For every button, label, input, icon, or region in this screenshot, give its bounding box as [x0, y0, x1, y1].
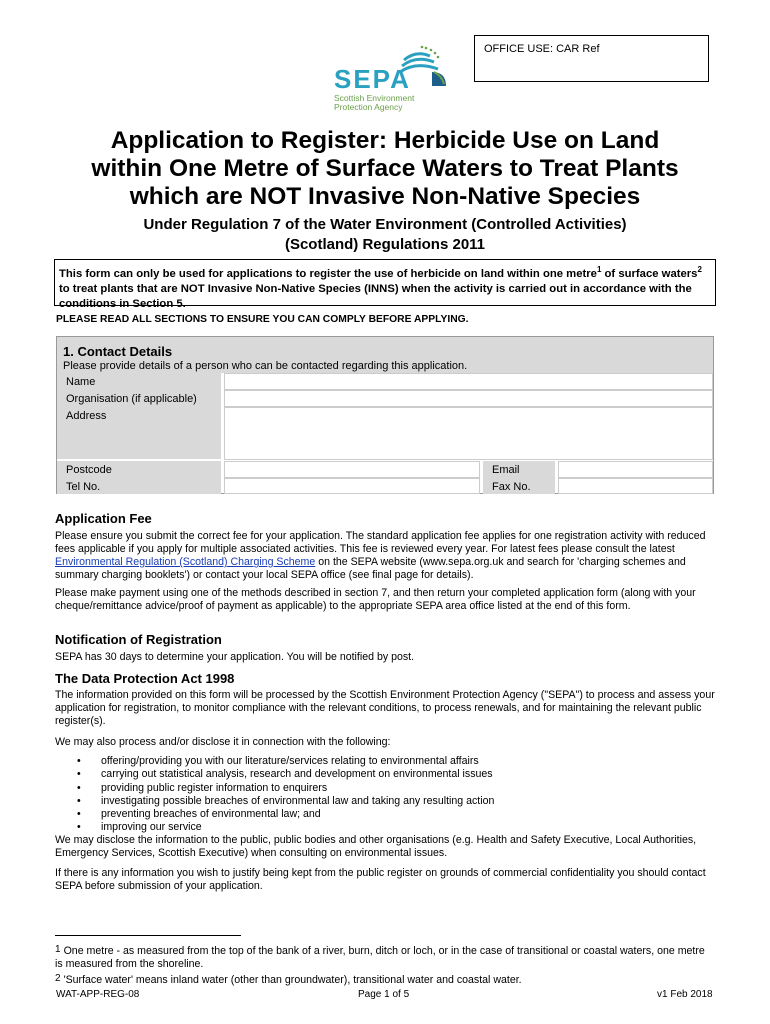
sepa-logo	[334, 42, 454, 114]
list-item: • investigating possible breaches of environmental law and taking any resulting action	[55, 795, 715, 808]
sepa-logo-subtitle	[334, 94, 414, 112]
list-item: • preventing breaches of environmental law; and	[55, 808, 715, 821]
footnote-1-text: One metre - as measured from the top of the bank of a river, burn, ditch or loch, or in the case of transitional or coastal waters, one metre is measured from the shoreline.	[55, 945, 705, 970]
contact-details-header	[57, 337, 713, 373]
email-field[interactable]	[558, 461, 713, 478]
footnote-2-text: 'Surface water' means inland water (other than groundwater), transitional water and coastal water.	[63, 974, 522, 986]
data-use-list	[55, 755, 715, 835]
data-protection-heading: The Data Protection Act 1998	[55, 671, 235, 686]
notice-footnote-ref-1: 1	[596, 265, 602, 274]
list-item: • carrying out statistical analysis, research and development on environmental issues	[55, 768, 715, 781]
notification-paragraph: SEPA has 30 days to determine your application. You will be notified by post.	[55, 651, 415, 663]
address-field[interactable]	[224, 407, 713, 460]
name-label: Name	[57, 373, 221, 390]
footnote-divider	[55, 935, 241, 936]
page-title	[40, 127, 730, 211]
footer-form-code: WAT-APP-REG-08	[56, 989, 140, 1000]
address-label: Address	[57, 407, 221, 459]
data-protection-paragraph-1: The information provided on this form will be processed by the Scottish Environment Protection Agency ("SEPA") to process and assess your application for registration, to monitor compliance with the relevant conditions, to process renewals, and for maintaining the relevant public register(s).	[55, 689, 715, 727]
footnote-1-number: 1	[55, 944, 61, 955]
contact-details-heading: 1. Contact Details	[63, 344, 173, 359]
fee-text-a: Please ensure you submit the correct fee for your application. The standard application fee applies for one registration activity with reduced fees applicable if you apply for multiple associated activities. This fee is reviewed every year. For latest fees please consult the latest	[55, 530, 706, 555]
list-item: • providing public register information to enquirers	[55, 782, 715, 795]
contact-details-description: Please provide details of a person who can be contacted regarding this application.	[63, 360, 468, 372]
sepa-logo-wordmark: SEPA	[334, 64, 411, 94]
notice-footnote-ref-2: 2	[697, 265, 702, 274]
tel-field[interactable]	[224, 478, 480, 494]
postcode-label: Postcode	[57, 461, 221, 478]
footer-page-number: Page 1 of 5	[358, 989, 410, 1000]
footnote-2-number: 2	[55, 973, 61, 984]
title-line-2: within One Metre of Surface Waters to Treat Plants	[91, 155, 679, 182]
sepa-logo-sub-line2: Protection Agency	[334, 102, 403, 112]
charging-scheme-link[interactable]: Environmental Regulation (Scotland) Charging Scheme	[55, 556, 316, 568]
organisation-field[interactable]	[224, 390, 713, 407]
subtitle-line-2: (Scotland) Regulations 2011	[284, 236, 486, 253]
footer-version: v1 Feb 2018	[657, 989, 713, 1000]
notice-text-1: This form can only be used for applications to register the use of herbicide on land within one metre	[59, 267, 597, 280]
title-line-1: Application to Register: Herbicide Use on Land	[110, 127, 660, 154]
application-fee-paragraph-1	[55, 530, 715, 582]
office-use-label: OFFICE USE: CAR Ref	[484, 43, 600, 55]
fax-field[interactable]	[558, 478, 713, 494]
fee-text-b: on the SEPA website (www.sepa.org.uk and search for 'charging schemes and summary charging booklets') or contact your local SEPA office (see final page for details).	[55, 556, 686, 581]
tel-label: Tel No.	[57, 478, 221, 494]
data-protection-paragraph-3: We may disclose the information to the public, public bodies and other organisations (e.g. Health and Safety Executive, Local Authorities, Emergency Services, Scottish Executive) when consulting on environmental issues.	[55, 834, 697, 859]
email-label: Email	[483, 461, 555, 478]
notice-text-3: to treat plants that are NOT Invasive Non-Native Species (INNS) when the activity is carried out in accordance with the conditions in Section 5.	[59, 282, 692, 310]
usage-notice-box	[54, 259, 716, 310]
sepa-logo-sub-line1: Scottish Environment	[334, 93, 415, 103]
fax-label: Fax No.	[483, 478, 555, 494]
data-protection-paragraph-2: We may also process and/or disclose it in connection with the following:	[55, 736, 391, 748]
data-protection-paragraph-4: If there is any information you wish to justify being kept from the public register on grounds of commercial confidentiality you should contact SEPA before submission of your application.	[55, 867, 706, 892]
organisation-label: Organisation (if applicable)	[57, 390, 221, 407]
office-use-box	[474, 35, 709, 82]
contact-details-section	[56, 336, 714, 494]
footnote-1	[55, 943, 715, 971]
postcode-field[interactable]	[224, 461, 480, 478]
list-item: • offering/providing you with our literature/services relating to environmental affairs	[55, 755, 715, 768]
page-subtitle	[40, 215, 730, 255]
subtitle-line-1: Under Regulation 7 of the Water Environment (Controlled Activities)	[143, 216, 627, 233]
list-item: • improving our service	[55, 821, 715, 834]
footnote-2	[55, 972, 715, 987]
name-field[interactable]	[224, 373, 713, 390]
application-fee-heading: Application Fee	[55, 511, 152, 526]
application-fee-paragraph-2: Please make payment using one of the methods described in section 7, and then return your completed application form (along with your cheque/remittance advice/proof of payment as applicable) to the appropriate SEPA area office listed at the end of this form.	[55, 587, 696, 612]
notification-heading: Notification of Registration	[55, 632, 222, 647]
notice-text-2: of surface waters	[601, 267, 698, 280]
title-line-3: which are NOT Invasive Non-Native Species	[129, 183, 641, 210]
please-read-warning: PLEASE READ ALL SECTIONS TO ENSURE YOU CAN COMPLY BEFORE APPLYING.	[56, 314, 469, 325]
